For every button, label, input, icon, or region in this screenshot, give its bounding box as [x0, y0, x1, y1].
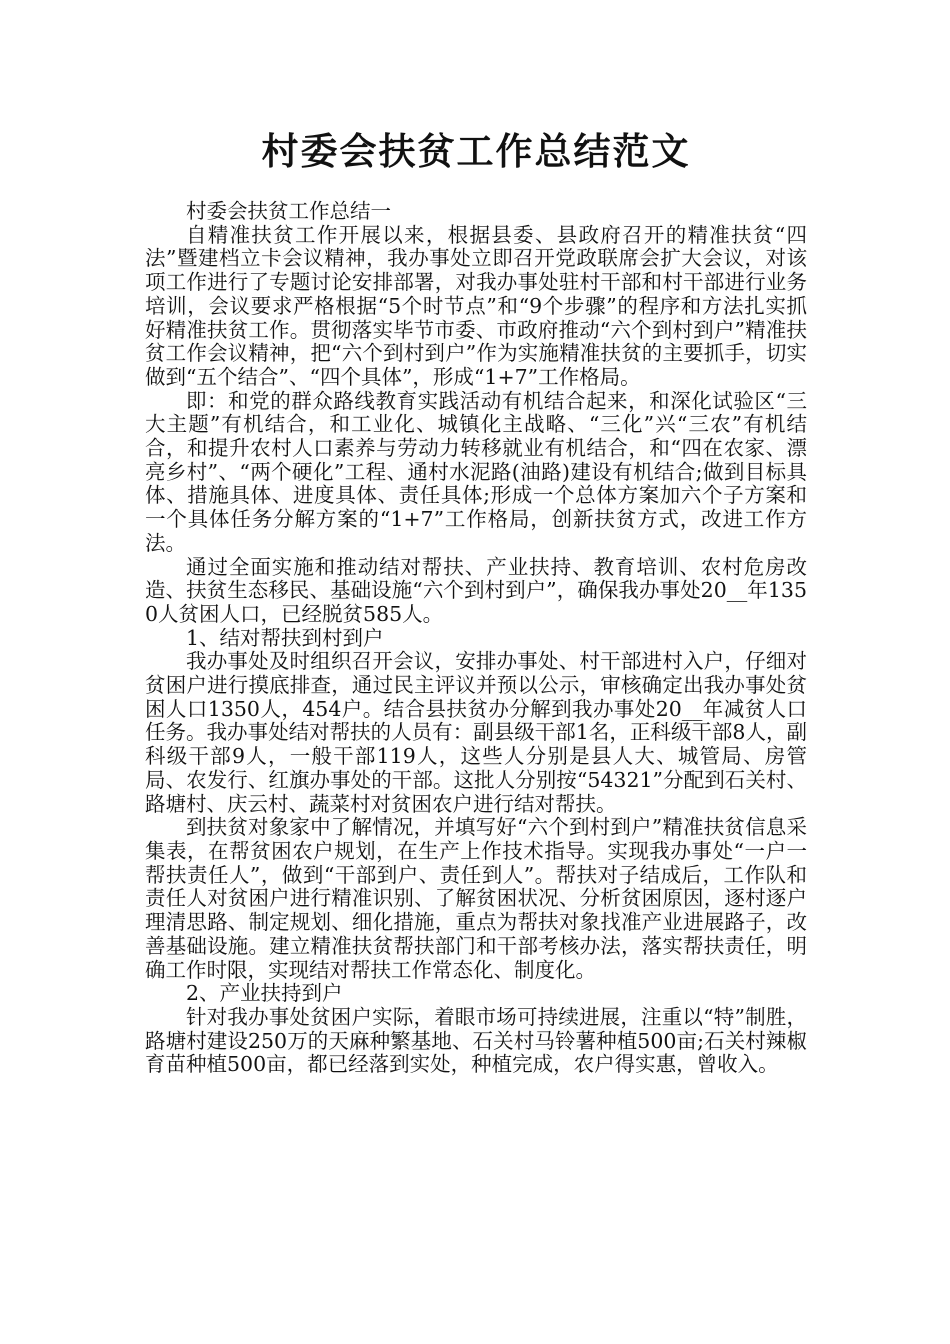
document-title: 村委会扶贫工作总结范文 [261, 130, 691, 173]
body-paragraph: 到扶贫对象家中了解情况，并填写好“六个到村到户”精准扶贫信息采集表，在帮贫困农户规划，在生产上作技术指导。实现我办事处“一户一帮扶责任人”，做到“干部到户、责任到人”。帮扶对子结成后，工作队和责任人对贫困户进行精准识别、了解贫困状况、分析贫困原因，逐村逐户理清思路、制定规划、细化措施，重点为帮扶对象找准产业进展路子，改善基础设施。建立精准扶贫帮扶部门和干部考核办法，落实帮扶责任，明确工作时限，实现结对帮扶工作常态化、制度化。 [145, 815, 807, 982]
section-heading: 1、结对帮扶到村到户 [186, 625, 384, 650]
body-paragraph: 针对我办事处贫困户实际，着眼市场可持续进展，注重以“特”制胜，路塘村建设250万的天麻种繁基地、石关村马铃薯种植500亩;石关村辣椒育苗种植500亩，都已经落到实处，种植完成，农户得实惠，曾收入。 [145, 1004, 807, 1077]
body-paragraph: 我办事处及时组织召开会议，安排办事处、村干部进村入户，仔细对贫困户进行摸底排查，通过民主评议并预以公示，审核确定出我办事处贫困人口1350人，454户。结合县扶贫办分解到我办事处20__年减贫人口任务。我办事处结对帮扶的人员有：副县级干部1名，正科级干部8人，副科级干部9人，一般干部119人，这些人分别是县人大、城管局、房管局、农发行、红旗办事处的干部。这批人分别按“54321”分配到石关村、路塘村、庆云村、蔬菜村对贫困农户进行结对帮扶。 [145, 649, 807, 816]
section-heading: 村委会扶贫工作总结一 [186, 199, 391, 223]
document-body [145, 200, 807, 1077]
section-heading: 2、产业扶持到户 [186, 981, 343, 1006]
body-paragraph: 自精准扶贫工作开展以来，根据县委、县政府召开的精准扶贫“四法”暨建档立卡会议精神，我办事处立即召开党政联席会扩大会议，对该项工作进行了专题讨论安排部署，对我办事处驻村干部和村干部进行业务培训，会议要求严格根据“5个时节点”和“9个步骤”的程序和方法扎实抓好精准扶贫工作。贯彻落实毕节市委、市政府推动“六个到村到户”精准扶贫工作会议精神，把“六个到村到户”作为实施精准扶贫的主要抓手，切实做到“五个结合”、“四个具体”，形成“1+7”工作格局。 [145, 222, 807, 389]
body-paragraph: 通过全面实施和推动结对帮扶、产业扶持、教育培训、农村危房改造、扶贫生态移民、基础设施“六个到村到户”，确保我办事处20__年1350人贫困人口，已经脱贫585人。 [145, 554, 807, 626]
body-paragraph: 即：和党的群众路线教育实践活动有机结合起来，和深化试验区“三大主题”有机结合，和工业化、城镇化主战略、“三化”兴“三农”有机结合，和提升农村人口素养与劳动力转移就业有机结合，和“四在农家、漂亮乡村”、“两个硬化”工程、通村水泥路(油路)建设有机结合;做到目标具体、措施具体、进度具体、责任具体;形成一个总体方案加六个子方案和一个具体任务分解方案的“1+7”工作格局，创新扶贫方式，改进工作方法。 [145, 388, 807, 555]
